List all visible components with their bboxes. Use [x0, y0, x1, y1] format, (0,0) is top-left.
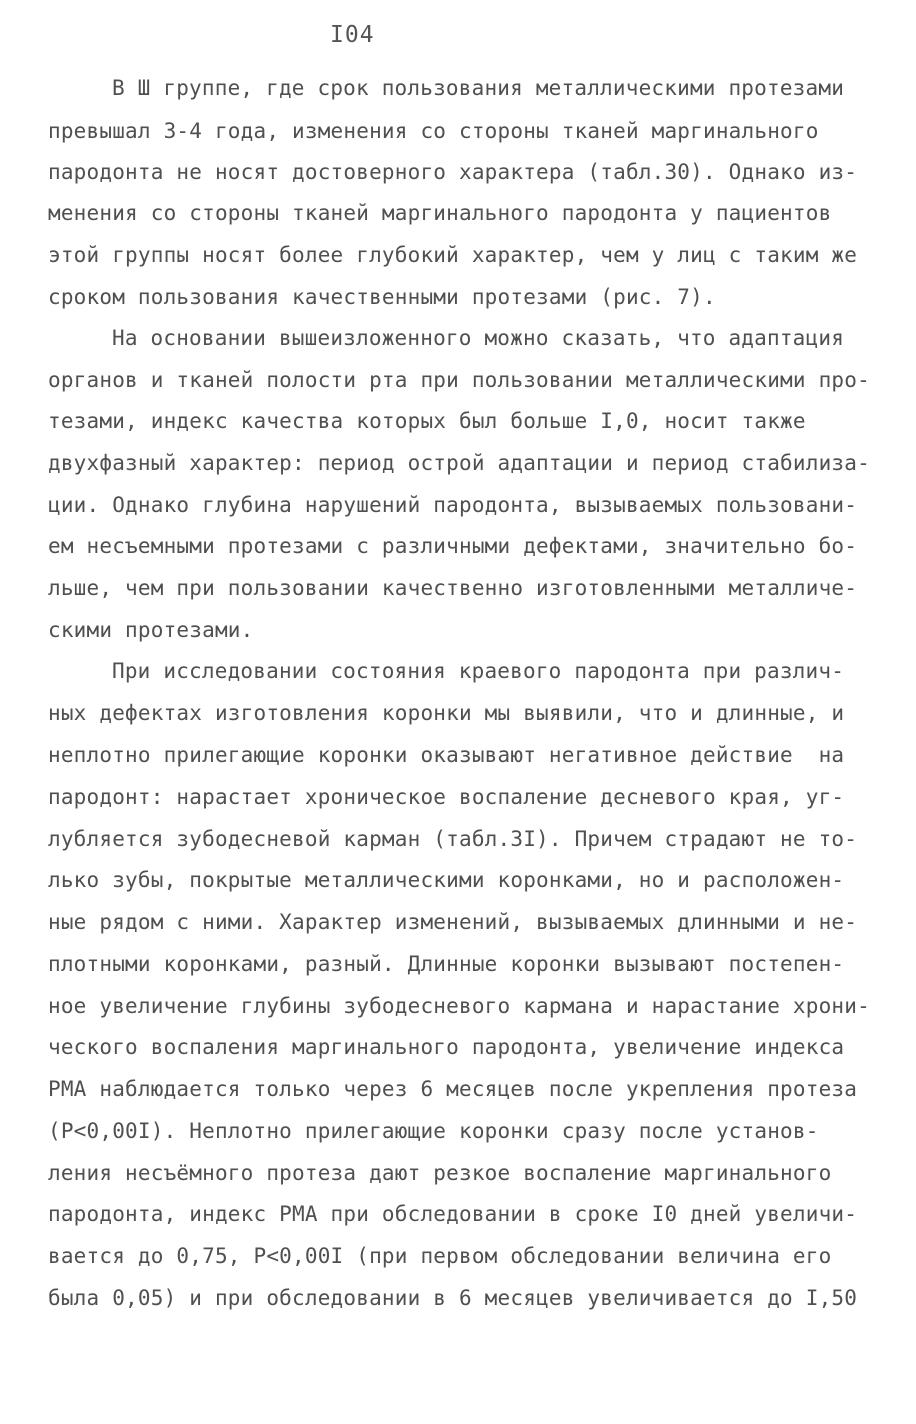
text-line: (P<0,00I). Неплотно прилегающие коронки сразу после установ- — [48, 1119, 819, 1143]
text-line: неплотно прилегающие коронки оказывают негативное действие на — [48, 743, 845, 767]
text-line: ции. Однако глубина нарушений пародонта, вызываемых пользовани- — [48, 493, 858, 517]
text-line: скими протезами. — [48, 618, 254, 642]
text-line: В Ш группе, где срок пользования металлическими протезами — [112, 76, 845, 100]
text-line: превышал 3-4 года, изменения со стороны тканей маргинального — [48, 119, 819, 143]
text-line: ем несъемными протезами с различными дефектами, значительно бо- — [48, 534, 858, 558]
text-line: льше, чем при пользовании качественно изготовленными металличе- — [48, 576, 858, 600]
text-line: ческого воспаления маргинального пародонта, увеличение индекса — [48, 1035, 845, 1059]
text-line: На основании вышеизложенного можно сказать, что адаптация — [112, 326, 845, 350]
text-line: пародонт: нарастает хроническое воспаление десневого края, уг- — [48, 785, 845, 809]
text-line: менения со стороны тканей маргинального пародонта у пациентов — [48, 201, 832, 225]
text-line: пародонта не носят достоверного характера (табл.30). Однако из- — [48, 160, 858, 184]
text-line: вается до 0,75, P<0,00I (при первом обследовании величина его — [48, 1244, 832, 1268]
text-line: плотными коронками, разный. Длинные коронки вызывают постепен- — [48, 952, 845, 976]
text-line: лько зубы, покрытые металлическими коронками, но и расположен- — [48, 868, 845, 892]
text-line: этой группы носят более глубокий характер, чем у лиц с таким же — [48, 243, 858, 267]
text-line: При исследовании состояния краевого пародонта при различ- — [112, 659, 845, 683]
text-line: сроком пользования качественными протезами (рис. 7). — [48, 285, 716, 309]
text-line: РМА наблюдается только через 6 месяцев после укрепления протеза — [48, 1077, 858, 1101]
text-line: была 0,05) и при обследовании в 6 месяцев увеличивается до I,50 — [48, 1286, 858, 1310]
text-line: ные рядом с ними. Характер изменений, вызываемых длинными и не- — [48, 910, 858, 934]
text-line: двухфазный характер: период острой адаптации и период стабилиза- — [48, 451, 870, 475]
text-line: лубляется зубодесневой карман (табл.3I). Причем страдают не то- — [48, 827, 858, 851]
text-line: ных дефектах изготовления коронки мы выявили, что и длинные, и — [48, 701, 845, 725]
text-line: ное увеличение глубины зубодесневого кармана и нарастание хрони- — [48, 994, 870, 1018]
text-line: ления несъёмного протеза дают резкое воспаление маргинального — [48, 1161, 832, 1185]
text-line: тезами, индекс качества которых был больше I,0, носит также — [48, 409, 806, 433]
text-line: пародонта, индекс РМА при обследовании в сроке I0 дней увеличи- — [48, 1202, 858, 1226]
text-line: органов и тканей полости рта при пользовании металлическими про- — [48, 368, 870, 392]
page-number: I04 — [330, 22, 375, 48]
